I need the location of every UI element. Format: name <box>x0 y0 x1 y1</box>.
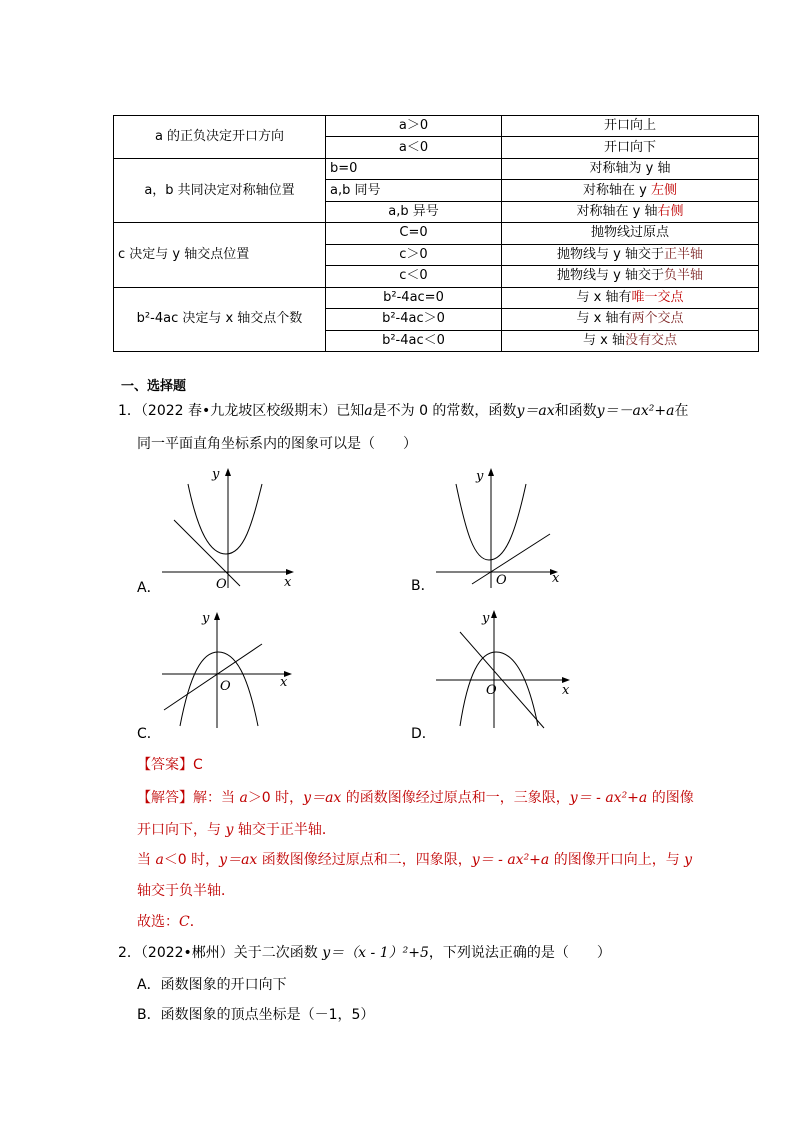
highlight-text: 左侧 <box>650 182 677 198</box>
analysis-text: 轴交于正半轴． <box>233 822 336 838</box>
table-cell <box>502 287 759 308</box>
y-axis-label: y <box>212 467 220 482</box>
highlight-text: 两个交点 <box>631 311 684 327</box>
question-text: 和函数 <box>554 403 597 419</box>
y-axis-label: y <box>476 469 484 484</box>
option-b-label[interactable]: B． <box>411 578 435 594</box>
highlight-text: 负半轴 <box>663 268 703 284</box>
question-1-stem <box>118 400 688 420</box>
math-var: a <box>239 790 248 806</box>
question-text: ，下列说法正确的是（ ） <box>428 945 611 961</box>
table-cell: 开口向下 <box>502 137 759 158</box>
x-axis-label: x <box>280 675 288 690</box>
table-cell <box>502 244 759 265</box>
graph-a <box>160 462 300 590</box>
cell-text: 抛物线与 y 轴交于 <box>557 268 664 284</box>
analysis-text: 故选： <box>137 914 179 930</box>
answer-label: 【答案】 <box>137 757 193 773</box>
question-2-option-a[interactable]: A．函数图象的开口向下 <box>137 977 287 993</box>
table-row-header: a 的正负决定开口方向 <box>114 116 326 159</box>
table-cell: b²-4ac＜0 <box>326 330 502 351</box>
table-cell: C=0 <box>326 223 502 244</box>
question-text: 在 <box>674 403 689 419</box>
table-cell <box>502 180 759 201</box>
highlight-text: 右侧 <box>657 204 684 220</box>
question-source: （2022 春•九龙坡区校级期末）已知 <box>140 403 365 419</box>
origin-label: O <box>216 577 227 590</box>
cell-text: 与 x 轴有 <box>576 311 632 327</box>
highlight-text: 没有交点 <box>624 332 677 348</box>
analysis-text: 当 <box>137 852 156 868</box>
table-cell: a＜0 <box>326 137 502 158</box>
x-axis-label: x <box>562 683 570 698</box>
analysis-text: ＜0 时， <box>163 852 220 868</box>
math-expr: y＝ - ax²+a <box>471 852 550 868</box>
question-number: 1． <box>118 403 141 419</box>
y-axis-label: y <box>202 611 210 626</box>
table-cell <box>502 330 759 351</box>
analysis-line-2 <box>137 819 336 839</box>
math-expr: y＝（x - 1）²+5 <box>322 945 429 961</box>
option-a-label[interactable]: A． <box>137 580 161 596</box>
table-row-header: a，b 共同决定对称轴位置 <box>114 158 326 222</box>
line-graph <box>164 644 262 710</box>
table-cell: b²-4ac＞0 <box>326 309 502 330</box>
table-cell: 开口向上 <box>502 116 759 137</box>
analysis-line-5 <box>137 911 204 931</box>
cell-text: 对称轴在 y 轴 <box>576 204 658 220</box>
y-axis-arrow <box>225 468 231 476</box>
origin-label: O <box>486 683 497 698</box>
cell-text: 与 x 轴 <box>583 332 625 348</box>
analysis-line-3 <box>137 849 692 869</box>
math-expr: y＝ax <box>303 790 342 806</box>
table-row-header: b²-4ac 决定与 x 轴交点个数 <box>114 287 326 351</box>
highlight-text: 唯一交点 <box>631 289 684 305</box>
math-expr: y＝－ax²+a <box>596 403 675 419</box>
analysis-text: 的函数图像经过原点和一，三象限， <box>341 790 570 806</box>
cell-text: 对称轴在 y <box>583 182 651 198</box>
table-cell: 对称轴为 y 轴 <box>502 158 759 179</box>
table-cell: c＜0 <box>326 266 502 287</box>
question-source: （2022•郴州）关于二次函数 <box>140 945 323 961</box>
analysis-text: 函数图像经过原点和二，四象限， <box>257 852 472 868</box>
math-expr: y＝ax <box>219 852 258 868</box>
question-1-line2: 同一平面直角坐标系内的图象可以是（ ） <box>137 436 417 452</box>
origin-label: O <box>220 679 231 694</box>
analysis-line-1 <box>137 787 694 807</box>
analysis-text: ＞0 时， <box>247 790 304 806</box>
x-axis-label: x <box>284 575 292 590</box>
parabola <box>460 652 538 726</box>
math-expr: y＝ - ax²+a <box>569 790 648 806</box>
y-axis-arrow <box>488 468 494 476</box>
analysis-text: 开口向下，与 <box>137 822 226 838</box>
analysis-line-4: 轴交于负半轴． <box>137 883 235 899</box>
table-row-header: c 决定与 y 轴交点位置 <box>114 223 326 287</box>
math-var: y <box>684 852 693 868</box>
origin-label: O <box>496 573 507 588</box>
option-c-label[interactable]: C． <box>137 726 161 742</box>
highlight-text: 正半轴 <box>663 246 703 262</box>
question-number: 2． <box>118 945 141 961</box>
answer-value: C <box>193 757 203 773</box>
table-cell: c＞0 <box>326 244 502 265</box>
table-cell: b=0 <box>326 158 502 179</box>
answer-line <box>137 754 203 774</box>
analysis-text: 的图像 <box>647 790 694 806</box>
graph-b <box>434 462 574 590</box>
parabola <box>188 484 262 554</box>
parabola <box>180 652 258 726</box>
table-cell: a,b 同号 <box>326 180 502 201</box>
cell-text: 与 x 轴有 <box>576 289 632 305</box>
y-axis-label: y <box>482 611 490 626</box>
math-var: a <box>364 403 373 419</box>
analysis-text: 解：当 <box>193 790 240 806</box>
graph-c <box>160 604 300 732</box>
analysis-text: ． <box>189 914 204 930</box>
math-var: C <box>179 914 190 930</box>
properties-table <box>113 115 759 352</box>
analysis-label: 【解答】 <box>137 790 193 806</box>
y-axis-arrow <box>491 610 497 618</box>
table-cell: a,b 异号 <box>326 201 502 222</box>
section-title: 一、选择题 <box>121 379 187 394</box>
graph-d <box>434 604 574 732</box>
table-cell: b²-4ac=0 <box>326 287 502 308</box>
table-cell <box>502 266 759 287</box>
math-var: y <box>225 822 234 838</box>
question-2-stem <box>118 942 611 962</box>
table-cell: 抛物线过原点 <box>502 223 759 244</box>
table-cell <box>502 309 759 330</box>
question-text: 是不为 0 的常数，函数 <box>372 403 517 419</box>
math-var: a <box>155 852 164 868</box>
x-axis-label: x <box>552 571 560 586</box>
analysis-text: 的图像开口向上，与 <box>549 852 685 868</box>
question-2-option-b[interactable]: B．函数图象的顶点坐标是（－1，5） <box>137 1007 375 1023</box>
y-axis-arrow <box>214 612 220 620</box>
table-cell: a＞0 <box>326 116 502 137</box>
math-expr: y＝ax <box>516 403 555 419</box>
table-cell <box>502 201 759 222</box>
option-d-label[interactable]: D． <box>411 726 436 742</box>
cell-text: 抛物线与 y 轴交于 <box>557 246 664 262</box>
